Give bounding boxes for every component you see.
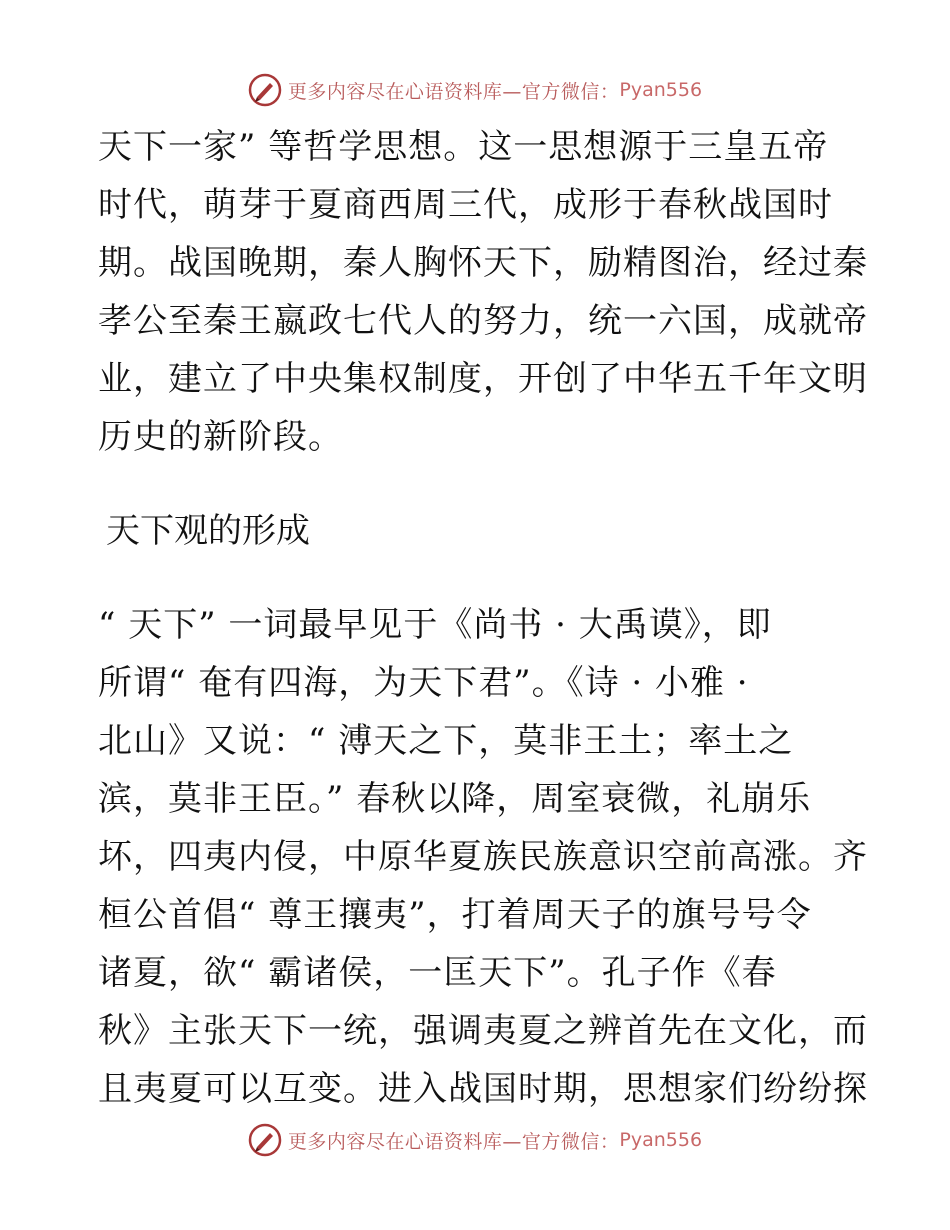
text-line: 天下一家” 等哲学思想。这一思想源于三皇五帝	[98, 127, 829, 167]
paragraph-1	[98, 118, 868, 466]
text-line: 期。战国晚期，秦人胸怀天下，励精图治，经过秦	[98, 243, 868, 283]
section-heading: 天下观的形成	[106, 511, 310, 551]
watermark-wechat-id: Pyan556	[619, 1129, 703, 1151]
text-line: 坏，四夷内侵，中原华夏族民族意识空前高涨。齐	[98, 837, 868, 877]
text-line: 历史的新阶段。	[98, 417, 343, 457]
paragraph-gap	[98, 560, 858, 596]
paragraph-2	[98, 596, 868, 1118]
watermark-wechat-id: Pyan556	[619, 79, 703, 101]
paragraph-gap	[98, 466, 858, 502]
text-line: 时代，萌芽于夏商西周三代，成形于春秋战国时	[98, 185, 833, 225]
watermark-text: 更多内容尽在心语资料库—官方微信：	[287, 80, 620, 103]
text-line: 孝公至秦王嬴政七代人的努力，统一六国，成就帝	[98, 301, 868, 341]
text-line: “ 天下” 一词最早见于《尚书 · 大禹谟》，即	[98, 605, 772, 645]
watermark-footer	[0, 1120, 950, 1160]
text-line: 桓公首倡“ 尊王攘夷”，打着周天子的旗号号令	[98, 895, 812, 935]
pen-logo-icon	[248, 1123, 282, 1157]
text-line: 诸夏，欲“ 霸诸侯，一匡天下”。孔子作《春	[98, 953, 777, 993]
document-body	[98, 118, 868, 1118]
pen-logo-icon	[248, 73, 282, 107]
text-line: 业，建立了中央集权制度，开创了中华五千年文明	[98, 359, 868, 399]
text-line: 且夷夏可以互变。进入战国时期，思想家们纷纷探	[98, 1069, 868, 1109]
text-line: 北山》又说：“ 溥天之下，莫非王土；率土之	[98, 721, 794, 761]
text-line: 所谓“ 奄有四海，为天下君”。《诗 · 小雅 ·	[98, 663, 749, 703]
text-line: 滨，莫非王臣。” 春秋以降，周室衰微，礼崩乐	[98, 779, 812, 819]
watermark-text: 更多内容尽在心语资料库—官方微信：	[287, 1130, 620, 1153]
text-line: 秋》主张天下一统，强调夷夏之辨首先在文化，而	[98, 1011, 868, 1051]
watermark-header	[0, 70, 950, 110]
